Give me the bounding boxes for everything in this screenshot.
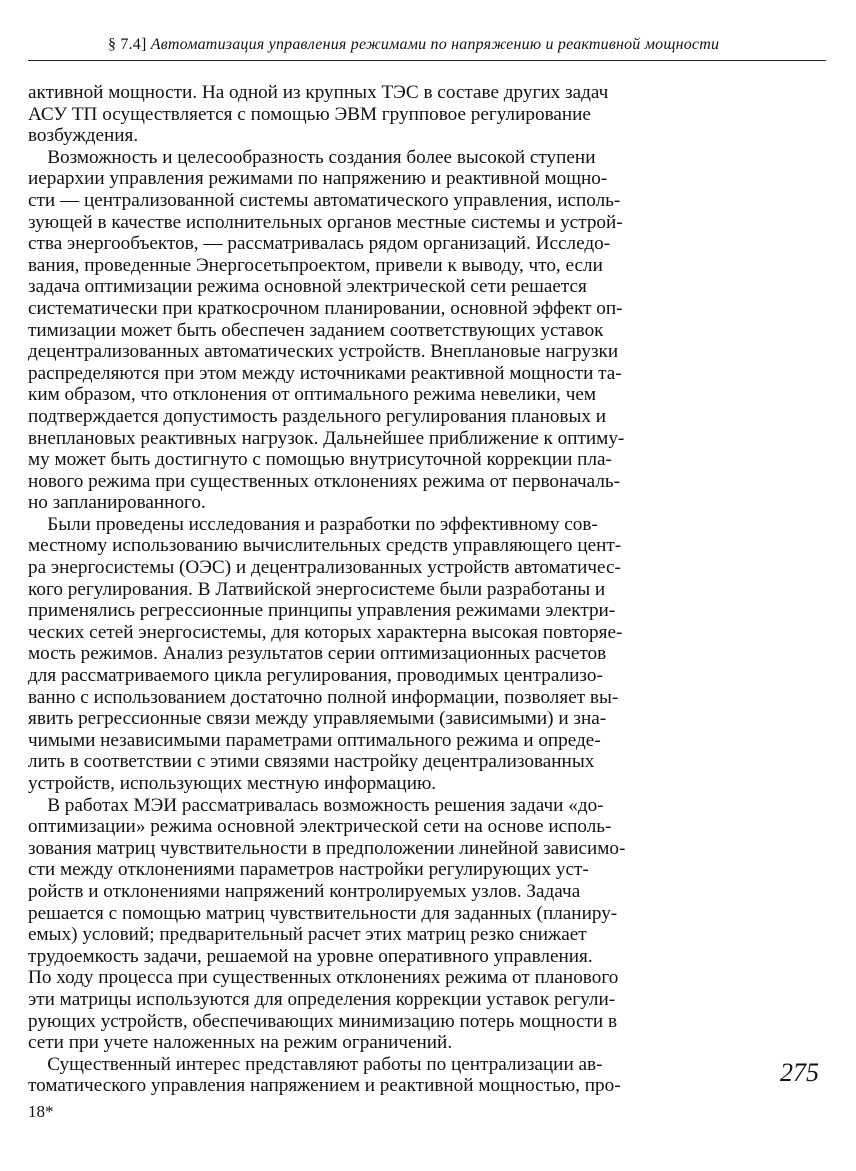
text-line: чимыми независимыми параметрами оптимального режима и опреде- (28, 729, 601, 751)
text-line: му может быть достигнуто с помощью внутрисуточной коррекции пла- (28, 449, 612, 471)
body-text (28, 82, 748, 1097)
paragraph (28, 147, 748, 514)
text-line: Существенный интерес представляют работы по централизации ав- (28, 1053, 603, 1075)
text-line: ства энергообъектов, — рассматривалась рядом организаций. Исследо- (28, 233, 611, 255)
text-line: децентрализованных автоматических устройств. Внеплановые нагрузки (28, 341, 619, 363)
paragraph (28, 1054, 748, 1097)
text-line: систематически при краткосрочном планировании, основной эффект оп- (28, 297, 623, 319)
text-line: для рассматриваемого цикла регулирования, проводимых централизо- (28, 665, 603, 687)
text-line: нового режима при существенных отклонениях режима от первоначаль- (28, 470, 621, 492)
text-line: оптимизации» режима основной электрической сети на основе исполь- (28, 816, 612, 838)
text-line: внеплановых реактивных нагрузок. Дальнейшее приближение к оптиму- (28, 427, 625, 449)
text-line: задача оптимизации режима основной электрической сети решается (28, 276, 587, 298)
text-line: иерархии управления режимами по напряжению и реактивной мощно- (28, 168, 608, 190)
section-number: § 7.4] (108, 36, 147, 53)
text-line: трудоемкость задачи, решаемой на уровне оперативного управления. (28, 945, 593, 967)
text-line: ройств и отклонениями напряжений контролируемых узлов. Задача (28, 880, 581, 902)
header-rule (28, 60, 826, 61)
text-line: зования матриц чувствительности в предположении линейной зависимо- (28, 837, 626, 859)
text-line: активной мощности. На одной из крупных ТЭС в составе других задач (28, 82, 609, 103)
text-line: сти между отклонениями параметров настройки регулирующих уст- (28, 859, 589, 881)
paragraph (28, 82, 748, 147)
text-line: тимизации может быть обеспечен заданием соответствующих уставок (28, 319, 604, 341)
text-line: рующих устройств, обеспечивающих минимизацию потерь мощности в (28, 1010, 618, 1032)
chapter-title: Автоматизация управления режимами по напряжению и реактивной мощности (150, 36, 720, 53)
text-line: кого регулирования. В Латвийской энергосистеме были разработаны и (28, 578, 606, 600)
text-line: АСУ ТП осуществляется с помощью ЭВМ групповое регулирование (28, 103, 591, 125)
text-line: подтверждается допустимость раздельного регулирования плановых и (28, 405, 607, 427)
text-line: сти — централизованной системы автоматического управления, исполь- (28, 189, 621, 211)
text-line: лить в соответствии с этими связями настройку децентрализованных (28, 751, 595, 773)
paragraph (28, 795, 748, 1054)
text-line: местному использованию вычислительных средств управляющего цент- (28, 535, 622, 557)
text-line: но запланированного. (28, 492, 206, 514)
text-line: применялись регрессионные принципы управления режимами электри- (28, 600, 616, 622)
text-line: ванно с использованием достаточно полной информации, позволяет вы- (28, 686, 619, 708)
text-line: явить регрессионные связи между управляемыми (зависимыми) и зна- (28, 708, 607, 730)
text-line: вания, проведенные Энергосетьпроектом, привели к выводу, что, если (28, 254, 603, 276)
text-line: Возможность и целесообразность создания более высокой ступени (28, 146, 596, 168)
text-line: томатического управления напряжением и реактивной мощностью, про- (28, 1075, 621, 1097)
text-line: Были проведены исследования и разработки по эффективному сов- (28, 513, 598, 535)
text-line: сети при учете наложенных на режим ограничений. (28, 1032, 453, 1054)
text-line: емых) условий; предварительный расчет этих матриц резко снижает (28, 924, 587, 946)
signature-mark: 18* (28, 1102, 54, 1121)
text-line: По ходу процесса при существенных отклонениях режима от планового (28, 967, 619, 989)
page-number: 275 (780, 1058, 819, 1087)
text-line: эти матрицы используются для определения коррекции уставок регули- (28, 988, 616, 1010)
text-line: распределяются при этом между источниками реактивной мощности та- (28, 362, 622, 384)
text-line: ра энергосистемы (ОЭС) и децентрализованных устройств автоматичес- (28, 557, 621, 579)
text-line: возбуждения. (28, 125, 139, 147)
text-line: устройств, использующих местную информацию. (28, 773, 437, 794)
paragraph (28, 514, 748, 795)
text-line: решается с помощью матриц чувствительности для заданных (планиру- (28, 902, 618, 924)
text-line: мость режимов. Анализ результатов серии оптимизационных расчетов (28, 643, 607, 665)
text-line: ческих сетей энергосистемы, для которых характерна высокая повторяе- (28, 621, 623, 643)
text-line: В работах МЭИ рассматривалась возможность решения задачи «до- (28, 794, 604, 816)
text-line: зующей в качестве исполнительных органов местные системы и устрой- (28, 211, 623, 233)
text-line: ким образом, что отклонения от оптимального режима невелики, чем (28, 384, 597, 406)
running-head (108, 36, 826, 54)
